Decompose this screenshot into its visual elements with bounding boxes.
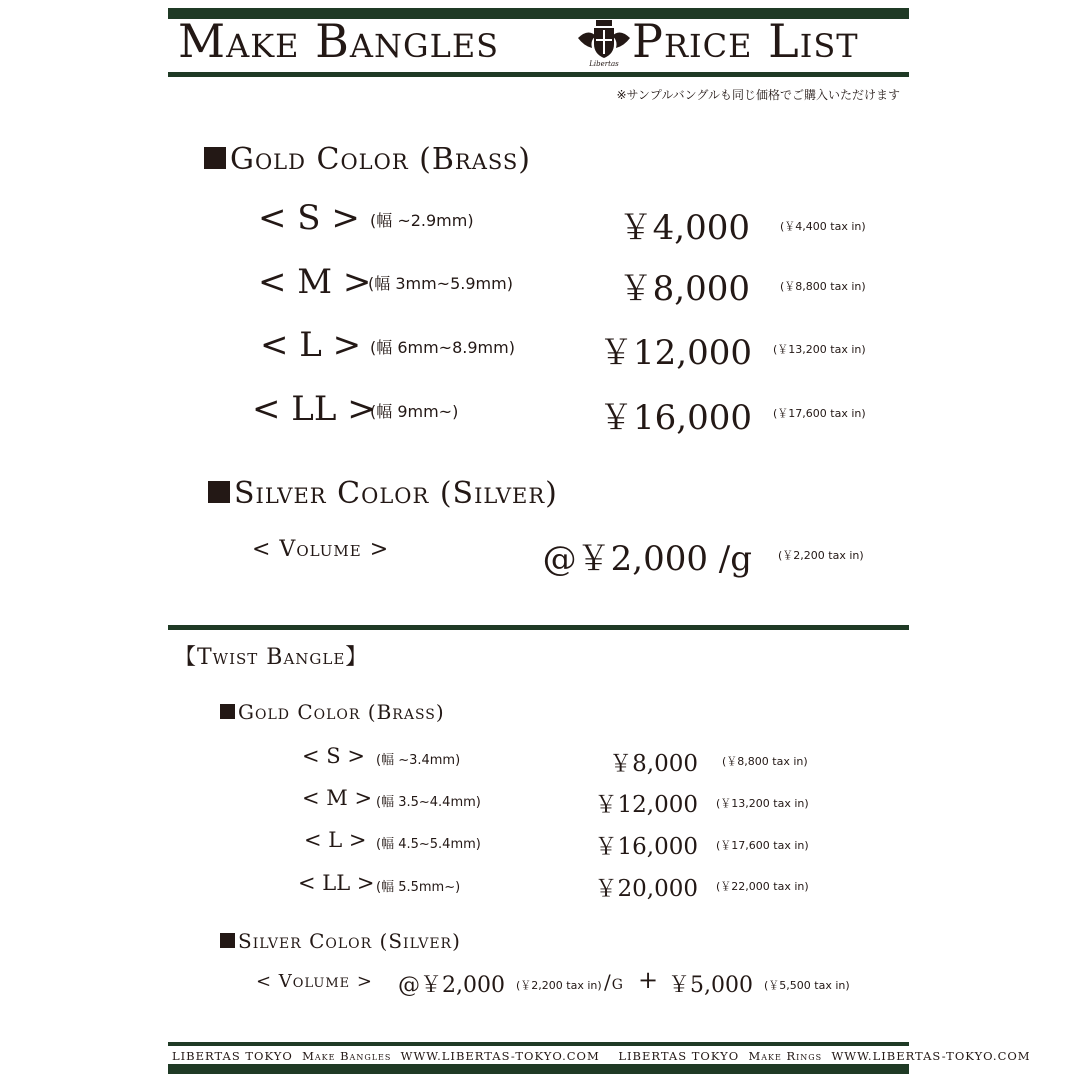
tax-price-l: (￥13,200 tax in) [773, 343, 866, 356]
twist-price-ll: ￥20,000 [594, 876, 698, 902]
twist-price-per-gram: @￥2,000 [398, 973, 505, 998]
twist-price-m: ￥12,000 [594, 792, 698, 818]
twist-gold-heading: Gold Color (Brass) [220, 700, 445, 724]
logo-text: Libertas [589, 60, 619, 68]
width-label-s: (幅 ~2.9mm) [370, 211, 474, 230]
page-title-left: Make Bangles [178, 14, 500, 68]
twist-width-label-s: (幅 ~3.4mm) [376, 753, 461, 768]
twist-base-price: ￥5,000 [668, 973, 753, 998]
twist-width-label-ll: (幅 5.5mm~) [376, 880, 461, 895]
twist-per-gram-unit: /g [604, 970, 624, 994]
page-title-right: Price List [632, 14, 859, 68]
twist-tax-price-l: (￥17,600 tax in) [716, 839, 809, 852]
size-label-ll: < LL > [252, 389, 376, 429]
size-label-l: < L > [260, 325, 362, 365]
twist-size-label-m: < M > [302, 786, 373, 810]
size-label-s: < S > [258, 198, 360, 238]
twist-size-label-ll: < LL > [298, 871, 375, 895]
width-label-ll: (幅 9mm~) [370, 402, 459, 421]
footer-bottom-bar [168, 1064, 909, 1074]
silver-section-heading: Silver Color (Silver) [208, 476, 558, 511]
twist-tax-price-ll: (￥22,000 tax in) [716, 880, 809, 893]
twist-bangle-heading: 【Twist Bangle】 [174, 645, 369, 670]
square-bullet-icon [220, 704, 235, 719]
tax-price-m: (￥8,800 tax in) [780, 280, 866, 293]
twist-size-label-volume: < Volume > [256, 971, 373, 992]
libertas-crest-logo [574, 16, 634, 72]
twist-silver-heading: Silver Color (Silver) [220, 929, 461, 953]
size-label-m: < M > [258, 262, 372, 302]
price-per-gram: @￥2,000 /g [542, 539, 752, 579]
gold-section-heading: Gold Color (Brass) [204, 142, 531, 177]
twist-price-s: ￥8,000 [609, 751, 698, 777]
square-bullet-icon [204, 147, 226, 169]
tax-price-ll: (￥17,600 tax in) [773, 407, 866, 420]
size-label-volume: < Volume > [252, 537, 390, 562]
section-divider [168, 625, 909, 630]
twist-tax-base-price: (￥5,500 tax in) [764, 979, 850, 992]
twist-size-label-l: < L > [304, 828, 367, 852]
width-label-l: (幅 6mm~8.9mm) [370, 338, 515, 357]
price-ll: ￥16,000 [599, 398, 752, 438]
sample-note: ※サンプルバングルも同じ価格でご購入いただけます [616, 88, 900, 102]
twist-tax-price-per-gram: (￥2,200 tax in) [516, 979, 602, 992]
square-bullet-icon [208, 481, 230, 503]
width-label-m: (幅 3mm~5.9mm) [368, 274, 513, 293]
price-m: ￥8,000 [618, 269, 750, 309]
twist-tax-price-s: (￥8,800 tax in) [722, 755, 808, 768]
tax-price-per-gram: (￥2,200 tax in) [778, 549, 864, 562]
twist-width-label-l: (幅 4.5~5.4mm) [376, 837, 481, 852]
footer-text: LIBERTAS TOKYO Make Bangles WWW.LIBERTAS-TOKYO.COM LIBERTAS TOKYO Make Rings WWW.LIBERTAS-TOKYO.COM [172, 1049, 1031, 1063]
twist-price-l: ￥16,000 [594, 834, 698, 860]
price-s: ￥4,000 [618, 208, 750, 248]
square-bullet-icon [220, 933, 235, 948]
price-l: ￥12,000 [599, 333, 752, 373]
twist-plus-sign: + [638, 966, 659, 994]
twist-width-label-m: (幅 3.5~4.4mm) [376, 795, 481, 810]
footer-top-bar [168, 1042, 909, 1046]
twist-tax-price-m: (￥13,200 tax in) [716, 797, 809, 810]
header-bottom-bar [168, 72, 909, 77]
twist-size-label-s: < S > [302, 744, 365, 768]
tax-price-s: (￥4,400 tax in) [780, 220, 866, 233]
